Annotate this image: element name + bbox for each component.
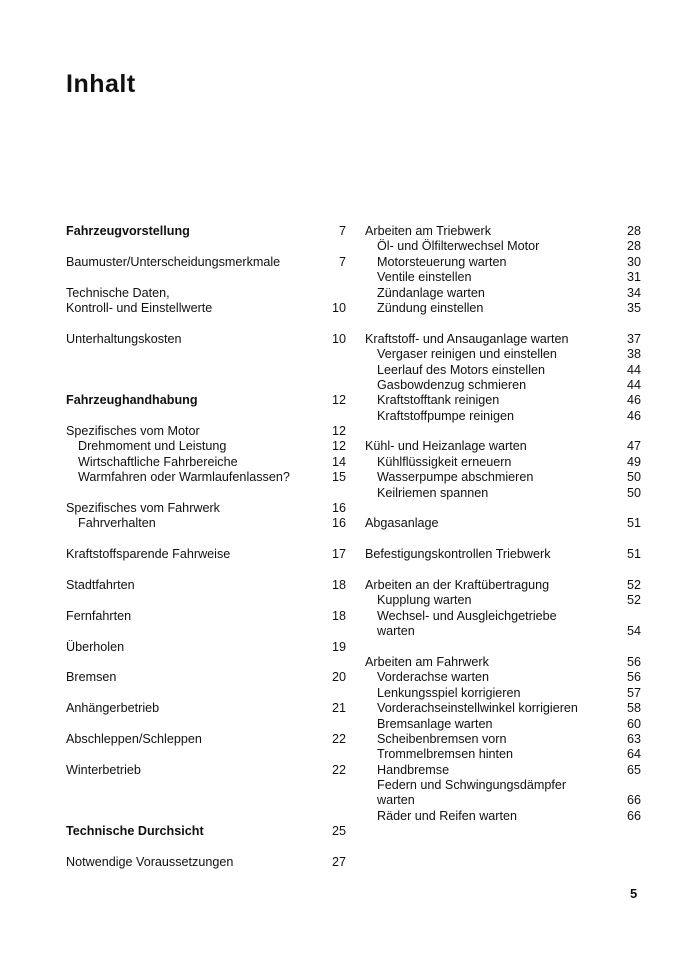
- toc-entry-label: Lenkungsspiel korrigieren: [377, 685, 521, 700]
- toc-entry: [66, 732, 346, 747]
- toc-entry-page: 17: [331, 547, 346, 562]
- toc-entry-page: 31: [626, 270, 641, 285]
- toc-entry-label: Zündanlage warten: [377, 285, 485, 300]
- toc-entry-page: 30: [626, 254, 641, 269]
- toc-entry-label: Keilriemen spannen: [377, 485, 489, 500]
- toc-entry-label: Gasbowdenzug schmieren: [377, 377, 527, 392]
- toc-entry-page: 64: [626, 747, 641, 762]
- toc-entry-label: Bremsanlage warten: [377, 716, 493, 731]
- toc-entry-label: Ventile einstellen: [377, 270, 472, 285]
- toc-spacer: [66, 363, 346, 378]
- toc-entry-label: Trommelbremsen hinten: [377, 747, 514, 762]
- toc-entry-page: 7: [338, 254, 346, 269]
- toc-entry-page: 34: [626, 285, 641, 300]
- toc-entry-label: Überholen: [66, 639, 125, 654]
- page-title: Inhalt: [66, 70, 136, 98]
- toc-entry: [66, 301, 346, 316]
- toc-entry-label: Warmfahren oder Warmlaufenlassen?: [78, 470, 290, 485]
- toc-entry-label: Wasserpumpe abschmieren: [377, 470, 534, 485]
- toc-entry-page: 28: [626, 224, 641, 238]
- toc-entry-page: 10: [331, 331, 346, 346]
- toc-entry-page: 65: [626, 762, 641, 777]
- toc-entry-label: Technische Daten,: [66, 285, 170, 300]
- toc-entry-page: 18: [331, 608, 346, 623]
- toc-entry: [66, 516, 346, 531]
- toc-spacer: [365, 316, 641, 331]
- toc-entry: [365, 439, 641, 454]
- toc-spacer: [66, 655, 346, 670]
- toc-entry-page: 16: [331, 501, 346, 516]
- toc-spacer: [66, 747, 346, 762]
- toc-entry-label: Vorderachseinstellwinkel korrigieren: [377, 701, 578, 716]
- toc-entry: [365, 455, 641, 470]
- toc-entry-label: Arbeiten an der Kraftübertragung: [365, 577, 550, 592]
- toc-entry-page: 57: [626, 685, 641, 700]
- toc-entry-page: 18: [331, 577, 346, 592]
- toc-entry-label: Stadtfahrten: [66, 577, 135, 592]
- toc-entry-page: 46: [626, 408, 641, 423]
- toc-entry-page: 58: [626, 701, 641, 716]
- toc-entry: [365, 547, 641, 562]
- toc-entry-label: Vergaser reinigen und einstellen: [377, 347, 557, 362]
- toc-entry-page: 56: [626, 670, 641, 685]
- toc-entry: [365, 624, 641, 639]
- toc-entry: [66, 286, 346, 301]
- toc-entry-page: 14: [331, 454, 346, 469]
- toc-entry: [365, 363, 641, 378]
- toc-entry-label: Zündung einstellen: [377, 300, 484, 315]
- toc-entry: [365, 486, 641, 501]
- toc-entry-page: 22: [331, 731, 346, 746]
- toc-entry: [66, 455, 346, 470]
- toc-spacer: [66, 624, 346, 639]
- toc-entry: [66, 224, 346, 239]
- toc-spacer: [66, 717, 346, 732]
- toc-entry-page: 63: [626, 731, 641, 746]
- toc-entry-page: 52: [626, 577, 641, 592]
- toc-entry: [365, 301, 641, 316]
- toc-spacer: [66, 347, 346, 362]
- toc-entry-label: Notwendige Voraussetzungen: [66, 855, 234, 870]
- toc-entry: [365, 763, 641, 778]
- toc-entry: [365, 593, 641, 608]
- toc-entry: [365, 701, 641, 716]
- toc-entry-label: Kraftstofftank reinigen: [377, 393, 500, 408]
- toc-spacer: [66, 409, 346, 424]
- toc-entry: [365, 470, 641, 485]
- toc-entry-page: 7: [338, 224, 346, 238]
- toc-spacer: [66, 239, 346, 254]
- toc-entry-label: Vorderachse warten: [377, 670, 490, 685]
- toc-spacer: [365, 563, 641, 578]
- toc-spacer: [66, 486, 346, 501]
- toc-entry-label: Baumuster/Unterscheidungsmerkmale: [66, 254, 281, 269]
- toc-spacer: [66, 840, 346, 855]
- toc-entry: [365, 270, 641, 285]
- toc-entry-label: Spezifisches vom Fahrwerk: [66, 501, 220, 516]
- toc-entry: [66, 824, 346, 839]
- toc-entry-label: Technische Durchsicht: [66, 824, 204, 839]
- toc-entry-label: Unterhaltungskosten: [66, 331, 182, 346]
- toc-entry: [365, 793, 641, 808]
- toc-entry-page: 12: [331, 424, 346, 439]
- toc-entry-label: Kontroll- und Einstellwerte: [66, 300, 213, 315]
- toc-entry-label: Wechsel- und Ausgleichgetriebe: [377, 608, 557, 623]
- toc-entry-label: Motorsteuerung warten: [377, 254, 507, 269]
- toc-entry: [365, 378, 641, 393]
- toc-entry-page: 35: [626, 300, 641, 315]
- toc-entry-label: Drehmoment und Leistung: [78, 439, 227, 454]
- toc-spacer: [365, 640, 641, 655]
- toc-entry-page: 20: [331, 670, 346, 685]
- toc-entry-label: Handbremse: [377, 762, 450, 777]
- toc-entry-page: 19: [331, 639, 346, 654]
- toc-spacer: [66, 378, 346, 393]
- toc-entry-label: warten: [377, 793, 415, 808]
- toc-entry-label: Leerlauf des Motors einstellen: [377, 362, 546, 377]
- toc-entry-page: 10: [331, 300, 346, 315]
- toc-entry-label: Befestigungskontrollen Triebwerk: [365, 547, 551, 562]
- toc-entry-page: 28: [626, 239, 641, 254]
- toc-spacer: [66, 270, 346, 285]
- toc-entry: [66, 701, 346, 716]
- toc-entry: [66, 424, 346, 439]
- toc-entry-label: Räder und Reifen warten: [377, 808, 518, 823]
- toc-right-column: [365, 224, 641, 824]
- toc-entry: [365, 578, 641, 593]
- toc-entry: [365, 516, 641, 531]
- toc-entry: [66, 855, 346, 870]
- toc-entry-page: 25: [331, 824, 346, 839]
- toc-entry-page: 21: [331, 701, 346, 716]
- toc-entry-page: 12: [331, 393, 346, 408]
- toc-spacer: [66, 316, 346, 331]
- toc-entry-label: Abschleppen/Schleppen: [66, 731, 202, 746]
- toc-entry: [66, 439, 346, 454]
- toc-entry-page: 66: [626, 793, 641, 808]
- toc-entry-label: Kupplung warten: [377, 593, 472, 608]
- toc-entry-page: 12: [331, 439, 346, 454]
- toc-entry-label: Fahrzeugvorstellung: [66, 224, 190, 238]
- toc-entry: [365, 332, 641, 347]
- toc-entry: [365, 239, 641, 254]
- toc-spacer: [66, 809, 346, 824]
- toc-entry-page: 47: [626, 439, 641, 454]
- toc-entry-page: 46: [626, 393, 641, 408]
- toc-entry: [365, 686, 641, 701]
- toc-entry-page: 56: [626, 654, 641, 669]
- toc-entry: [365, 224, 641, 239]
- toc-entry-page: 49: [626, 454, 641, 469]
- toc-entry-label: Winterbetrieb: [66, 762, 141, 777]
- toc-entry: [365, 670, 641, 685]
- toc-entry: [66, 640, 346, 655]
- toc-entry-label: Federn und Schwingungsdämpfer: [377, 778, 567, 793]
- toc-entry-label: Anhängerbetrieb: [66, 701, 160, 716]
- toc-spacer: [365, 501, 641, 516]
- toc-entry: [365, 409, 641, 424]
- toc-entry-page: 51: [626, 547, 641, 562]
- toc-entry-label: Öl- und Ölfilterwechsel Motor: [377, 239, 540, 254]
- toc-entry: [365, 732, 641, 747]
- toc-entry-page: 27: [331, 855, 346, 870]
- toc-entry: [365, 809, 641, 824]
- toc-spacer: [66, 778, 346, 793]
- toc-entry: [66, 255, 346, 270]
- page-number: 5: [630, 886, 638, 901]
- toc-entry-page: 22: [331, 762, 346, 777]
- toc-entry: [66, 501, 346, 516]
- toc-entry: [66, 332, 346, 347]
- toc-spacer: [365, 532, 641, 547]
- toc-entry-label: Kraftstoff- und Ansauganlage warten: [365, 331, 569, 346]
- toc-entry: [66, 470, 346, 485]
- toc-entry-label: Wirtschaftliche Fahrbereiche: [78, 454, 238, 469]
- toc-entry-label: Bremsen: [66, 670, 117, 685]
- toc-entry-label: Abgasanlage: [365, 516, 439, 531]
- toc-entry-label: Arbeiten am Triebwerk: [365, 224, 491, 238]
- toc-entry: [66, 763, 346, 778]
- toc-entry-page: 44: [626, 362, 641, 377]
- toc-entry: [66, 547, 346, 562]
- toc-entry-label: warten: [377, 624, 415, 639]
- toc-spacer: [66, 532, 346, 547]
- toc-entry-label: Fahrzeughandhabung: [66, 393, 198, 408]
- toc-entry-page: 15: [331, 470, 346, 485]
- toc-entry-page: 51: [626, 516, 641, 531]
- toc-entry-label: Kühlflüssigkeit erneuern: [377, 454, 512, 469]
- toc-entry-page: 37: [626, 331, 641, 346]
- toc-spacer: [66, 686, 346, 701]
- toc-entry: [365, 778, 641, 793]
- toc-entry-page: 60: [626, 716, 641, 731]
- toc-spacer: [66, 793, 346, 808]
- toc-entry: [365, 393, 641, 408]
- toc-entry-page: 38: [626, 347, 641, 362]
- toc-entry: [66, 609, 346, 624]
- toc-entry-page: 66: [626, 808, 641, 823]
- toc-entry-page: 54: [626, 624, 641, 639]
- toc-entry: [66, 670, 346, 685]
- toc-entry-label: Fernfahrten: [66, 608, 132, 623]
- toc-spacer: [365, 424, 641, 439]
- toc-entry-label: Spezifisches vom Motor: [66, 424, 200, 439]
- toc-entry-label: Arbeiten am Fahrwerk: [365, 654, 489, 669]
- toc-entry-label: Kraftstoffpumpe reinigen: [377, 408, 514, 423]
- toc-spacer: [66, 593, 346, 608]
- toc-entry-page: 44: [626, 377, 641, 392]
- toc-entry: [365, 747, 641, 762]
- toc-entry: [365, 255, 641, 270]
- toc-entry-page: 50: [626, 470, 641, 485]
- toc-entry: [365, 347, 641, 362]
- toc-entry: [365, 717, 641, 732]
- toc-entry-page: 52: [626, 593, 641, 608]
- toc-entry-label: Kühl- und Heizanlage warten: [365, 439, 527, 454]
- toc-entry: [365, 286, 641, 301]
- toc-entry-label: Kraftstoffsparende Fahrweise: [66, 547, 231, 562]
- toc-entry: [66, 393, 346, 408]
- toc-entry: [66, 578, 346, 593]
- toc-entry: [365, 609, 641, 624]
- toc-entry-label: Scheibenbremsen vorn: [377, 731, 507, 746]
- toc-entry-page: 16: [331, 516, 346, 531]
- toc-entry-label: Fahrverhalten: [78, 516, 156, 531]
- toc-spacer: [66, 563, 346, 578]
- toc-left-column: [66, 224, 346, 870]
- toc-entry: [365, 655, 641, 670]
- toc-entry-page: 50: [626, 485, 641, 500]
